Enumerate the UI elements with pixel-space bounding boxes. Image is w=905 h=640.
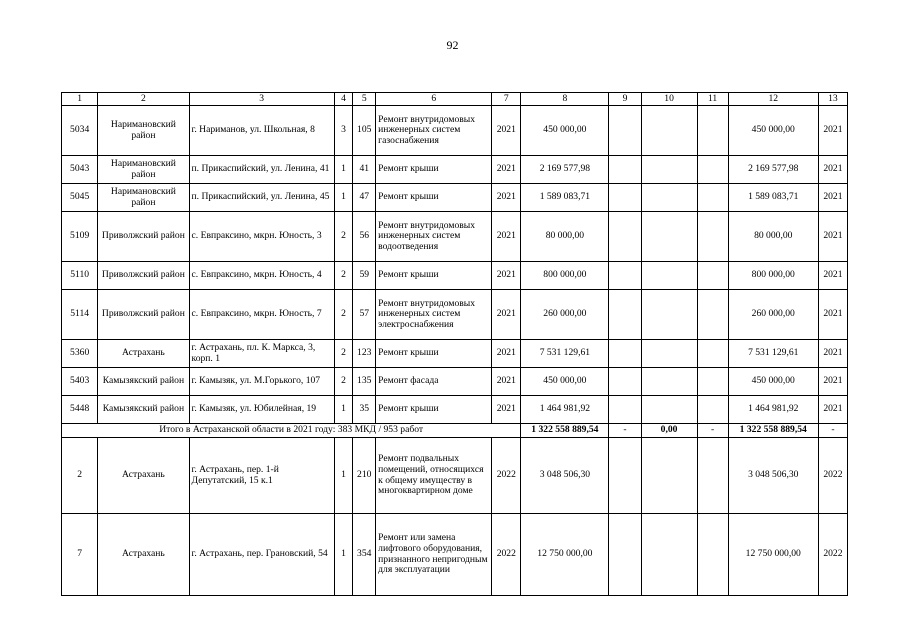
table-cell-c12: 800 000,00 — [728, 262, 818, 290]
table-cell-c3: г. Астрахань, пер. Грановский, 54 — [189, 514, 334, 596]
table-cell-c5: 354 — [353, 514, 376, 596]
repair-register-table — [61, 92, 848, 596]
table-cell-c2: Камызякский район — [98, 368, 189, 396]
table-cell-c9 — [609, 212, 641, 262]
table-cell-c8: 7 531 129,61 — [521, 340, 609, 368]
table-cell-c8: 450 000,00 — [521, 106, 609, 156]
table-cell-c11 — [697, 184, 728, 212]
table-cell-c13: 2022 — [818, 438, 847, 514]
table-cell-c5: 135 — [353, 368, 376, 396]
table-cell-c8: 2 169 577,98 — [521, 156, 609, 184]
table-row — [62, 184, 848, 212]
table-cell-c6: Ремонт внутридомовых инженерных систем газоснабжения — [376, 106, 492, 156]
column-number: 2 — [98, 93, 189, 106]
table-cell-c7: 2021 — [492, 396, 521, 424]
table-cell-c1: 5448 — [62, 396, 98, 424]
table-cell-c12: 260 000,00 — [728, 290, 818, 340]
table-cell-c12: 2 169 577,98 — [728, 156, 818, 184]
table-cell-c13: 2021 — [818, 290, 847, 340]
table-cell-c6: Ремонт крыши — [376, 184, 492, 212]
table-cell-c2: Астрахань — [98, 340, 189, 368]
table-cell-c1: 5360 — [62, 340, 98, 368]
table-cell-c4: 1 — [334, 396, 353, 424]
table-cell-c11 — [697, 212, 728, 262]
table-cell-c7: 2022 — [492, 438, 521, 514]
table-cell-c9 — [609, 262, 641, 290]
table-cell-c1: 2 — [62, 438, 98, 514]
table-cell-c9 — [609, 106, 641, 156]
table-cell-c9 — [609, 396, 641, 424]
column-number: 1 — [62, 93, 98, 106]
table-cell-c13: 2021 — [818, 212, 847, 262]
table-cell-c1: 5034 — [62, 106, 98, 156]
table-cell-c7: 2021 — [492, 340, 521, 368]
table-cell-c13: 2021 — [818, 340, 847, 368]
table-cell-c11 — [697, 340, 728, 368]
table-cell-c8: 12 750 000,00 — [521, 514, 609, 596]
table-cell-c2: Наримановский район — [98, 184, 189, 212]
table-cell-c6: Ремонт крыши — [376, 396, 492, 424]
table-cell-c12: 450 000,00 — [728, 106, 818, 156]
table-cell-c9 — [609, 156, 641, 184]
total-c11: - — [697, 424, 728, 438]
table-cell-c12: 450 000,00 — [728, 368, 818, 396]
table-cell-c5: 56 — [353, 212, 376, 262]
table-cell-c13: 2021 — [818, 262, 847, 290]
table-cell-c2: Астрахань — [98, 438, 189, 514]
total-c13: - — [818, 424, 847, 438]
table-cell-c11 — [697, 514, 728, 596]
table-cell-c4: 2 — [334, 340, 353, 368]
table-cell-c8: 800 000,00 — [521, 262, 609, 290]
table-cell-c5: 59 — [353, 262, 376, 290]
table-cell-c5: 35 — [353, 396, 376, 424]
table-cell-c4: 2 — [334, 368, 353, 396]
table-cell-c13: 2021 — [818, 106, 847, 156]
table-cell-c11 — [697, 106, 728, 156]
table-cell-c8: 3 048 506,30 — [521, 438, 609, 514]
table-cell-c13: 2021 — [818, 396, 847, 424]
table-cell-c2: Приволжский район — [98, 290, 189, 340]
column-number: 12 — [728, 93, 818, 106]
table-cell-c2: Астрахань — [98, 514, 189, 596]
table-row — [62, 514, 848, 596]
table-cell-c10 — [641, 340, 697, 368]
table-cell-c12: 12 750 000,00 — [728, 514, 818, 596]
column-number: 7 — [492, 93, 521, 106]
table-cell-c6: Ремонт подвальных помещений, относящихся к общему имуществу в многоквартирном доме — [376, 438, 492, 514]
table-cell-c8: 260 000,00 — [521, 290, 609, 340]
table-cell-c6: Ремонт фасада — [376, 368, 492, 396]
table-cell-c3: г. Камызяк, ул. Юбилейная, 19 — [189, 396, 334, 424]
table-cell-c4: 2 — [334, 290, 353, 340]
table-cell-c10 — [641, 184, 697, 212]
table-cell-c12: 1 589 083,71 — [728, 184, 818, 212]
table-cell-c5: 123 — [353, 340, 376, 368]
table-cell-c12: 7 531 129,61 — [728, 340, 818, 368]
page-number: 92 — [446, 38, 459, 52]
table-cell-c2: Камызякский район — [98, 396, 189, 424]
table-cell-c4: 1 — [334, 438, 353, 514]
table-cell-c10 — [641, 438, 697, 514]
table-row — [62, 156, 848, 184]
table-row — [62, 438, 848, 514]
table-row — [62, 340, 848, 368]
table-cell-c4: 2 — [334, 262, 353, 290]
column-number: 11 — [697, 93, 728, 106]
table-cell-c2: Приволжский район — [98, 262, 189, 290]
column-number-row — [62, 93, 848, 106]
table-cell-c9 — [609, 368, 641, 396]
table-cell-c8: 1 589 083,71 — [521, 184, 609, 212]
column-number: 5 — [353, 93, 376, 106]
column-number: 4 — [334, 93, 353, 106]
table-cell-c2: Приволжский район — [98, 212, 189, 262]
table-cell-c13: 2022 — [818, 514, 847, 596]
table-cell-c4: 1 — [334, 514, 353, 596]
table-cell-c11 — [697, 156, 728, 184]
table-cell-c1: 5110 — [62, 262, 98, 290]
table-cell-c10 — [641, 396, 697, 424]
table-cell-c1: 5109 — [62, 212, 98, 262]
table-cell-c6: Ремонт крыши — [376, 340, 492, 368]
table-cell-c1: 5045 — [62, 184, 98, 212]
column-number: 3 — [189, 93, 334, 106]
table-cell-c6: Ремонт крыши — [376, 262, 492, 290]
table-cell-c11 — [697, 368, 728, 396]
table-cell-c12: 80 000,00 — [728, 212, 818, 262]
column-number: 9 — [609, 93, 641, 106]
table-cell-c4: 1 — [334, 156, 353, 184]
table-row — [62, 368, 848, 396]
table-cell-c3: п. Прикаспийский, ул. Ленина, 41 — [189, 156, 334, 184]
table-cell-c4: 1 — [334, 184, 353, 212]
table-cell-c3: с. Евпраксино, мкрн. Юность, 4 — [189, 262, 334, 290]
table-cell-c10 — [641, 290, 697, 340]
table-cell-c3: г. Астрахань, пер. 1-й Депутатский, 15 к.1 — [189, 438, 334, 514]
total-c12: 1 322 558 889,54 — [728, 424, 818, 438]
table-cell-c3: г. Нариманов, ул. Школьная, 8 — [189, 106, 334, 156]
table-cell-c8: 450 000,00 — [521, 368, 609, 396]
table-cell-c3: с. Евпраксино, мкрн. Юность, 7 — [189, 290, 334, 340]
table-cell-c3: с. Евпраксино, мкрн. Юность, 3 — [189, 212, 334, 262]
column-number: 8 — [521, 93, 609, 106]
table-cell-c11 — [697, 262, 728, 290]
column-number: 13 — [818, 93, 847, 106]
table-cell-c11 — [697, 438, 728, 514]
table-cell-c5: 57 — [353, 290, 376, 340]
table-cell-c7: 2022 — [492, 514, 521, 596]
total-label: Итого в Астраханской области в 2021 году: 383 МКД / 953 работ — [62, 424, 521, 438]
table-cell-c8: 80 000,00 — [521, 212, 609, 262]
table-cell-c4: 2 — [334, 212, 353, 262]
table-cell-c13: 2021 — [818, 368, 847, 396]
table-row — [62, 290, 848, 340]
table-cell-c7: 2021 — [492, 106, 521, 156]
table-cell-c7: 2021 — [492, 368, 521, 396]
table-cell-c5: 105 — [353, 106, 376, 156]
table-cell-c5: 210 — [353, 438, 376, 514]
table-cell-c10 — [641, 212, 697, 262]
table-cell-c7: 2021 — [492, 184, 521, 212]
table-cell-c10 — [641, 262, 697, 290]
column-number: 10 — [641, 93, 697, 106]
table-cell-c12: 1 464 981,92 — [728, 396, 818, 424]
table-cell-c5: 47 — [353, 184, 376, 212]
column-number: 6 — [376, 93, 492, 106]
table-cell-c6: Ремонт внутридомовых инженерных систем водоотведения — [376, 212, 492, 262]
table-cell-c7: 2021 — [492, 156, 521, 184]
table-cell-c9 — [609, 438, 641, 514]
total-c10: 0,00 — [641, 424, 697, 438]
table-cell-c9 — [609, 290, 641, 340]
table-cell-c10 — [641, 368, 697, 396]
table-cell-c2: Наримановский район — [98, 156, 189, 184]
table-cell-c13: 2021 — [818, 184, 847, 212]
total-c9: - — [609, 424, 641, 438]
table-row — [62, 106, 848, 156]
table-cell-c1: 5403 — [62, 368, 98, 396]
table-cell-c3: г. Камызяк, ул. М.Горького, 107 — [189, 368, 334, 396]
table-cell-c12: 3 048 506,30 — [728, 438, 818, 514]
table-row — [62, 262, 848, 290]
table-cell-c9 — [609, 184, 641, 212]
table-cell-c9 — [609, 340, 641, 368]
table-cell-c7: 2021 — [492, 262, 521, 290]
table-row — [62, 212, 848, 262]
table-cell-c11 — [697, 290, 728, 340]
table-cell-c6: Ремонт или замена лифтового оборудования, признанного непригодным для эксплуатации — [376, 514, 492, 596]
table-cell-c4: 3 — [334, 106, 353, 156]
table-cell-c5: 41 — [353, 156, 376, 184]
total-row — [62, 424, 848, 438]
table-cell-c1: 7 — [62, 514, 98, 596]
table-cell-c9 — [609, 514, 641, 596]
table-cell-c8: 1 464 981,92 — [521, 396, 609, 424]
total-c8: 1 322 558 889,54 — [521, 424, 609, 438]
table-row — [62, 396, 848, 424]
table-cell-c7: 2021 — [492, 212, 521, 262]
table-cell-c1: 5043 — [62, 156, 98, 184]
table-cell-c3: п. Прикаспийский, ул. Ленина, 45 — [189, 184, 334, 212]
table-cell-c6: Ремонт крыши — [376, 156, 492, 184]
table-cell-c2: Наримановский район — [98, 106, 189, 156]
table-cell-c10 — [641, 156, 697, 184]
table-cell-c1: 5114 — [62, 290, 98, 340]
table-cell-c13: 2021 — [818, 156, 847, 184]
table-cell-c10 — [641, 106, 697, 156]
table-cell-c3: г. Астрахань, пл. К. Маркса, 3, корп. 1 — [189, 340, 334, 368]
table-cell-c11 — [697, 396, 728, 424]
table-cell-c7: 2021 — [492, 290, 521, 340]
table-cell-c10 — [641, 514, 697, 596]
table-cell-c6: Ремонт внутридомовых инженерных систем электроснабжения — [376, 290, 492, 340]
